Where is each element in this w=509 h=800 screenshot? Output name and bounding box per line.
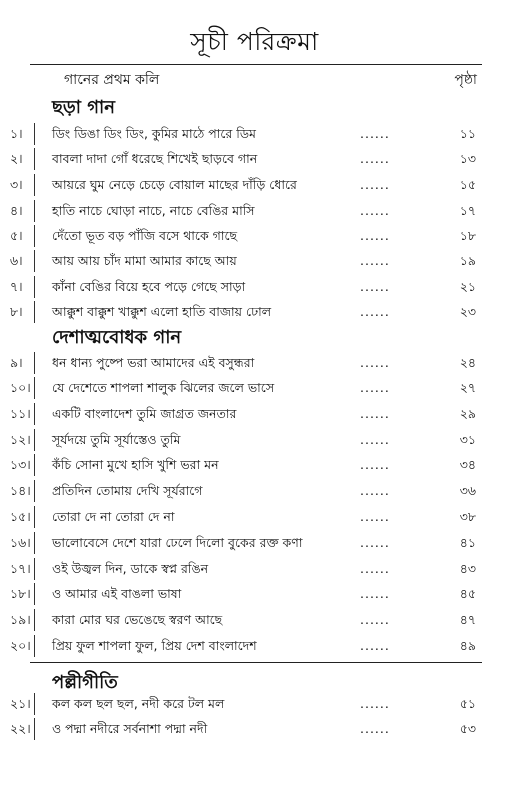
- number-divider-line: [34, 506, 35, 528]
- item-number: ১১।: [10, 406, 31, 421]
- list-item: [0, 455, 509, 477]
- song-first-line: ও আমার এই বাঙলা ভাষা: [52, 586, 182, 601]
- number-divider-line: [34, 532, 35, 554]
- first-line-column-header: গানের প্রথম কলি: [64, 72, 160, 88]
- leader-dots: ......: [360, 355, 390, 370]
- song-first-line: ধন ধান্য পুষ্পে ভরা আমাদের এই বসুন্ধরা: [52, 355, 255, 370]
- item-number: ১৩।: [10, 457, 31, 472]
- number-divider-line: [34, 718, 35, 740]
- list-item: [0, 277, 509, 299]
- list-item: [0, 353, 509, 375]
- item-number: ১২।: [10, 432, 31, 447]
- number-divider-line: [34, 225, 35, 247]
- list-item: [0, 175, 509, 197]
- number-divider-line: [34, 148, 35, 170]
- page-column-header: পৃষ্ঠা: [454, 72, 477, 88]
- list-item: [0, 430, 509, 452]
- song-first-line: প্রিয় ফুল শাপলা ফুল, প্রিয় দেশ বাংলাদেশ: [52, 638, 257, 653]
- leader-dots: ......: [360, 253, 390, 268]
- section-divider-rule: [30, 662, 482, 663]
- song-first-line: কঁচি সোনা মুখে হাসি খুশি ভরা মন: [52, 457, 219, 472]
- page-number: ২১: [459, 279, 476, 294]
- list-item: [0, 251, 509, 273]
- song-first-line: একটি বাংলাদেশ তুমি জাগ্রত জনতার: [52, 406, 237, 421]
- leader-dots: ......: [360, 612, 390, 627]
- leader-dots: ......: [360, 304, 390, 319]
- leader-dots: ......: [360, 432, 390, 447]
- list-item: [0, 610, 509, 632]
- page-number: ১৩: [459, 151, 476, 166]
- song-first-line: ডিং ডিঙা ডিং ডিং, কুমির মাঠে পারে ডিম: [52, 126, 256, 141]
- number-divider-line: [34, 301, 35, 323]
- page-number: ২৩: [459, 304, 476, 319]
- item-number: ১৮।: [10, 586, 31, 601]
- song-first-line: দেঁতো ভূত বড় পাঁজি বসে থাকে গাছে: [52, 228, 238, 243]
- section-title: পল্লীগীতি: [52, 672, 118, 693]
- page-number: ৪৯: [459, 638, 476, 653]
- leader-dots: ......: [360, 457, 390, 472]
- list-item: [0, 694, 509, 716]
- page-number: ২৭: [459, 380, 476, 395]
- list-item: [0, 719, 509, 741]
- list-item: [0, 481, 509, 503]
- song-first-line: সূর্যদয়ে তুমি সূর্যাস্তেও তুমি: [52, 432, 181, 447]
- number-divider-line: [34, 693, 35, 715]
- song-first-line: ওই উজ্বল দিন, ডাকে স্বপ্ন রঙিন: [52, 561, 209, 576]
- list-item: [0, 302, 509, 324]
- item-number: ১৪।: [10, 483, 31, 498]
- page-number: ৪১: [459, 535, 476, 550]
- item-number: ১০।: [10, 380, 31, 395]
- item-number: ২১।: [10, 696, 31, 711]
- list-item: [0, 226, 509, 248]
- leader-dots: ......: [360, 509, 390, 524]
- page-number: ১৮: [459, 228, 476, 243]
- page-number: ৪৭: [459, 612, 476, 627]
- page-number: ৫৩: [459, 721, 476, 736]
- song-first-line: ভালোবেসে দেশে যারা ঢেলে দিলো বুকের রক্ত কণা: [52, 535, 303, 550]
- item-number: ২২।: [10, 721, 31, 736]
- list-item: [0, 636, 509, 658]
- page-number: ১৯: [459, 253, 476, 268]
- page-number: ৪৫: [459, 586, 476, 601]
- song-first-line: প্রতিদিন তোমায় দেখি সূর্যরাগে: [52, 483, 203, 498]
- page-title: সূচী পরিক্রমা: [190, 27, 319, 56]
- list-item: [0, 378, 509, 400]
- item-number: ৩।: [10, 177, 23, 192]
- leader-dots: ......: [360, 721, 390, 736]
- item-number: ২।: [10, 151, 23, 166]
- number-divider-line: [34, 403, 35, 425]
- page-number: ১৭: [459, 203, 476, 218]
- list-item: [0, 201, 509, 223]
- item-number: ৪।: [10, 203, 23, 218]
- item-number: ১৭।: [10, 561, 31, 576]
- item-number: ১৬।: [10, 535, 31, 550]
- leader-dots: ......: [360, 177, 390, 192]
- page-number: ১৫: [459, 177, 476, 192]
- number-divider-line: [34, 454, 35, 476]
- number-divider-line: [34, 377, 35, 399]
- song-first-line: তোরা দে না তোরা দে না: [52, 509, 175, 524]
- page-number: ২৯: [459, 406, 476, 421]
- section-title: দেশাত্মবোধক গান: [52, 327, 182, 348]
- page-number: ৪৩: [459, 561, 476, 576]
- page-number: ৩৮: [459, 509, 476, 524]
- song-first-line: যে দেশেতে শাপলা শালুক ঝিলের জলে ভাসে: [52, 380, 275, 395]
- list-item: [0, 559, 509, 581]
- list-item: [0, 507, 509, 529]
- section-title: ছড়া গান: [52, 97, 116, 118]
- page-number: ৩৬: [459, 483, 476, 498]
- song-first-line: বাবলা দাদা গোঁ ধরেছে শিখেই ছাড়বে গান: [52, 151, 258, 166]
- number-divider-line: [34, 250, 35, 272]
- song-first-line: ও পদ্মা নদীরে সর্বনাশা পদ্মা নদী: [52, 721, 208, 736]
- page-number: ৩৪: [459, 457, 476, 472]
- song-first-line: কাঁনা বেঙির বিয়ে হবে পড়ে গেছে সাড়া: [52, 279, 246, 294]
- leader-dots: ......: [360, 483, 390, 498]
- leader-dots: ......: [360, 561, 390, 576]
- number-divider-line: [34, 174, 35, 196]
- number-divider-line: [34, 200, 35, 222]
- number-divider-line: [34, 583, 35, 605]
- item-number: ৬।: [10, 253, 23, 268]
- page-number: ২৪: [459, 355, 476, 370]
- list-item: [0, 584, 509, 606]
- list-item: [0, 124, 509, 146]
- leader-dots: ......: [360, 535, 390, 550]
- song-first-line: হাতি নাচে ঘোড়া নাচে, নাচে বেঙির মাসি: [52, 203, 255, 218]
- number-divider-line: [34, 123, 35, 145]
- number-divider-line: [34, 609, 35, 631]
- leader-dots: ......: [360, 126, 390, 141]
- song-first-line: কারা মোর ঘর ভেঙেছে স্বরণ আছে: [52, 612, 223, 627]
- item-number: ৯।: [10, 355, 23, 370]
- item-number: ১৫।: [10, 509, 31, 524]
- song-first-line: আয় আয় চাঁদ মামা আমার কাছে আয়: [52, 253, 237, 268]
- item-number: ১৯।: [10, 612, 31, 627]
- song-first-line: কল কল ছল ছল, নদী করে টল মল: [52, 696, 225, 711]
- list-item: [0, 533, 509, 555]
- item-number: ২০।: [10, 638, 31, 653]
- song-first-line: আয়রে ঘুম নেড়ে চেড়ে বোয়াল মাছের দাঁড়ি ধোরে: [52, 177, 297, 192]
- number-divider-line: [34, 352, 35, 374]
- leader-dots: ......: [360, 203, 390, 218]
- leader-dots: ......: [360, 279, 390, 294]
- leader-dots: ......: [360, 151, 390, 166]
- leader-dots: ......: [360, 586, 390, 601]
- song-first-line: আক্কুশ বাক্কুশ খাক্কুশ এলো হাতি বাজায় ঢোল: [52, 304, 272, 319]
- leader-dots: ......: [360, 696, 390, 711]
- number-divider-line: [34, 558, 35, 580]
- item-number: ১।: [10, 126, 23, 141]
- leader-dots: ......: [360, 380, 390, 395]
- page-number: ৩১: [459, 432, 476, 447]
- leader-dots: ......: [360, 228, 390, 243]
- number-divider-line: [34, 276, 35, 298]
- page-number: ৫১: [459, 696, 476, 711]
- header-rule: [30, 64, 482, 65]
- leader-dots: ......: [360, 638, 390, 653]
- page-number: ১১: [459, 126, 476, 141]
- item-number: ৮।: [10, 304, 23, 319]
- leader-dots: ......: [360, 406, 390, 421]
- number-divider-line: [34, 480, 35, 502]
- item-number: ৫।: [10, 228, 23, 243]
- number-divider-line: [34, 429, 35, 451]
- number-divider-line: [34, 635, 35, 657]
- list-item: [0, 149, 509, 171]
- list-item: [0, 404, 509, 426]
- item-number: ৭।: [10, 279, 23, 294]
